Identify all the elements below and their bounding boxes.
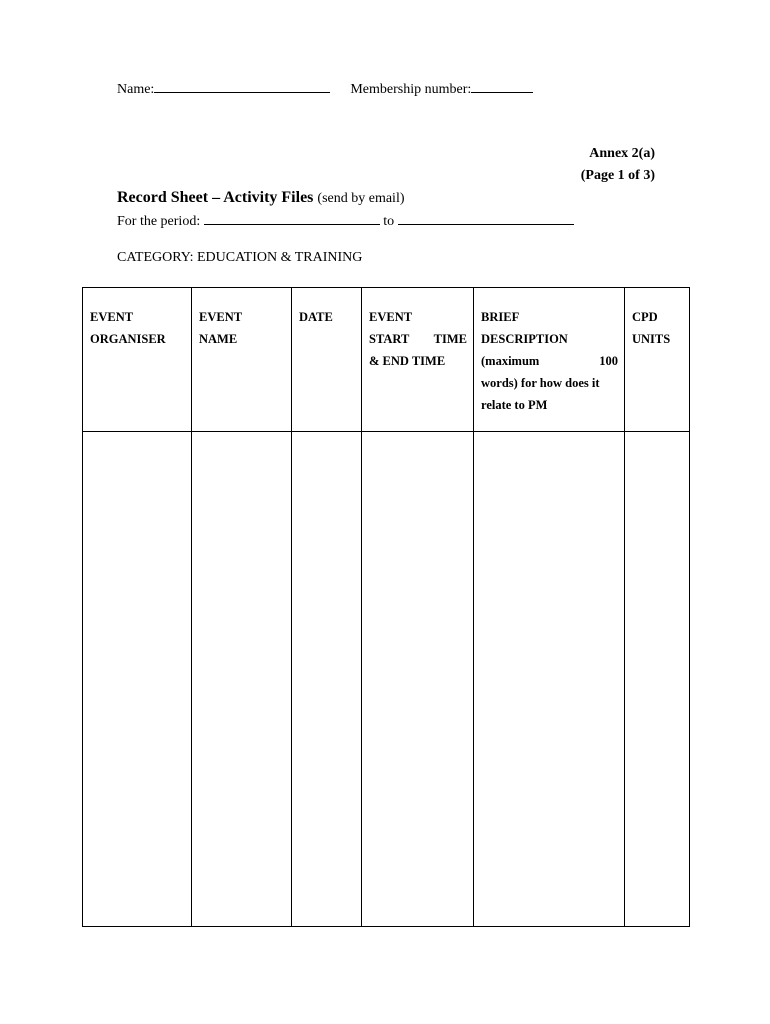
- header-text: ORGANISER: [90, 332, 166, 346]
- cell-event-organiser[interactable]: [83, 432, 192, 927]
- cell-brief-description[interactable]: [474, 432, 625, 927]
- activity-record-table: [82, 287, 690, 927]
- page-indicator: (Page 1 of 3): [580, 168, 655, 183]
- table-header-row: [83, 288, 690, 432]
- header-text: DATE: [299, 310, 333, 324]
- header-text: EVENT: [90, 310, 134, 324]
- header-text: NAME: [199, 332, 238, 346]
- cell-cpd-units[interactable]: [625, 432, 690, 927]
- name-label: Name:: [117, 82, 155, 97]
- header-text: CPD: [632, 310, 658, 324]
- header-text: & END TIME: [369, 354, 446, 368]
- page-title: [117, 189, 405, 207]
- cell-date[interactable]: [292, 432, 362, 927]
- header-date: [292, 288, 362, 432]
- header-event-organiser: [83, 288, 192, 432]
- category-label: CATEGORY: EDUCATION & TRAINING: [117, 250, 363, 265]
- header-text: (maximum: [481, 354, 540, 368]
- header-text: EVENT: [369, 310, 413, 324]
- membership-number-blank-field[interactable]: [471, 80, 533, 93]
- header-text-justified: [369, 328, 467, 350]
- header-text: EVENT: [199, 310, 243, 324]
- cell-start-end-time[interactable]: [362, 432, 474, 927]
- name-blank-field[interactable]: [154, 80, 330, 93]
- title-note: (send by email): [317, 191, 405, 206]
- annex-label: Annex 2(a): [589, 146, 655, 161]
- header-text: UNITS: [632, 332, 671, 346]
- header-text: 100: [599, 354, 618, 368]
- header-text: DESCRIPTION: [481, 332, 568, 346]
- period-row: [117, 212, 574, 230]
- header-text-justified: [481, 350, 618, 372]
- header-cpd-units: [625, 288, 690, 432]
- name-membership-row: [117, 80, 533, 98]
- header-text: TIME: [433, 332, 467, 346]
- period-label: For the period:: [117, 214, 201, 229]
- cell-event-name[interactable]: [192, 432, 292, 927]
- period-end-blank-field[interactable]: [398, 212, 574, 225]
- title-main: Record Sheet – Activity Files: [117, 189, 314, 206]
- header-text: BRIEF: [481, 310, 520, 324]
- header-text: words) for how does it: [481, 376, 600, 390]
- header-text: START: [369, 332, 410, 346]
- header-start-end-time: [362, 288, 474, 432]
- header-event-name: [192, 288, 292, 432]
- header-brief-description: [474, 288, 625, 432]
- period-start-blank-field[interactable]: [204, 212, 380, 225]
- membership-number-label: Membership number:: [350, 82, 472, 97]
- table-row: [83, 432, 690, 927]
- header-text: relate to PM: [481, 398, 548, 412]
- period-to-label: to: [383, 214, 395, 229]
